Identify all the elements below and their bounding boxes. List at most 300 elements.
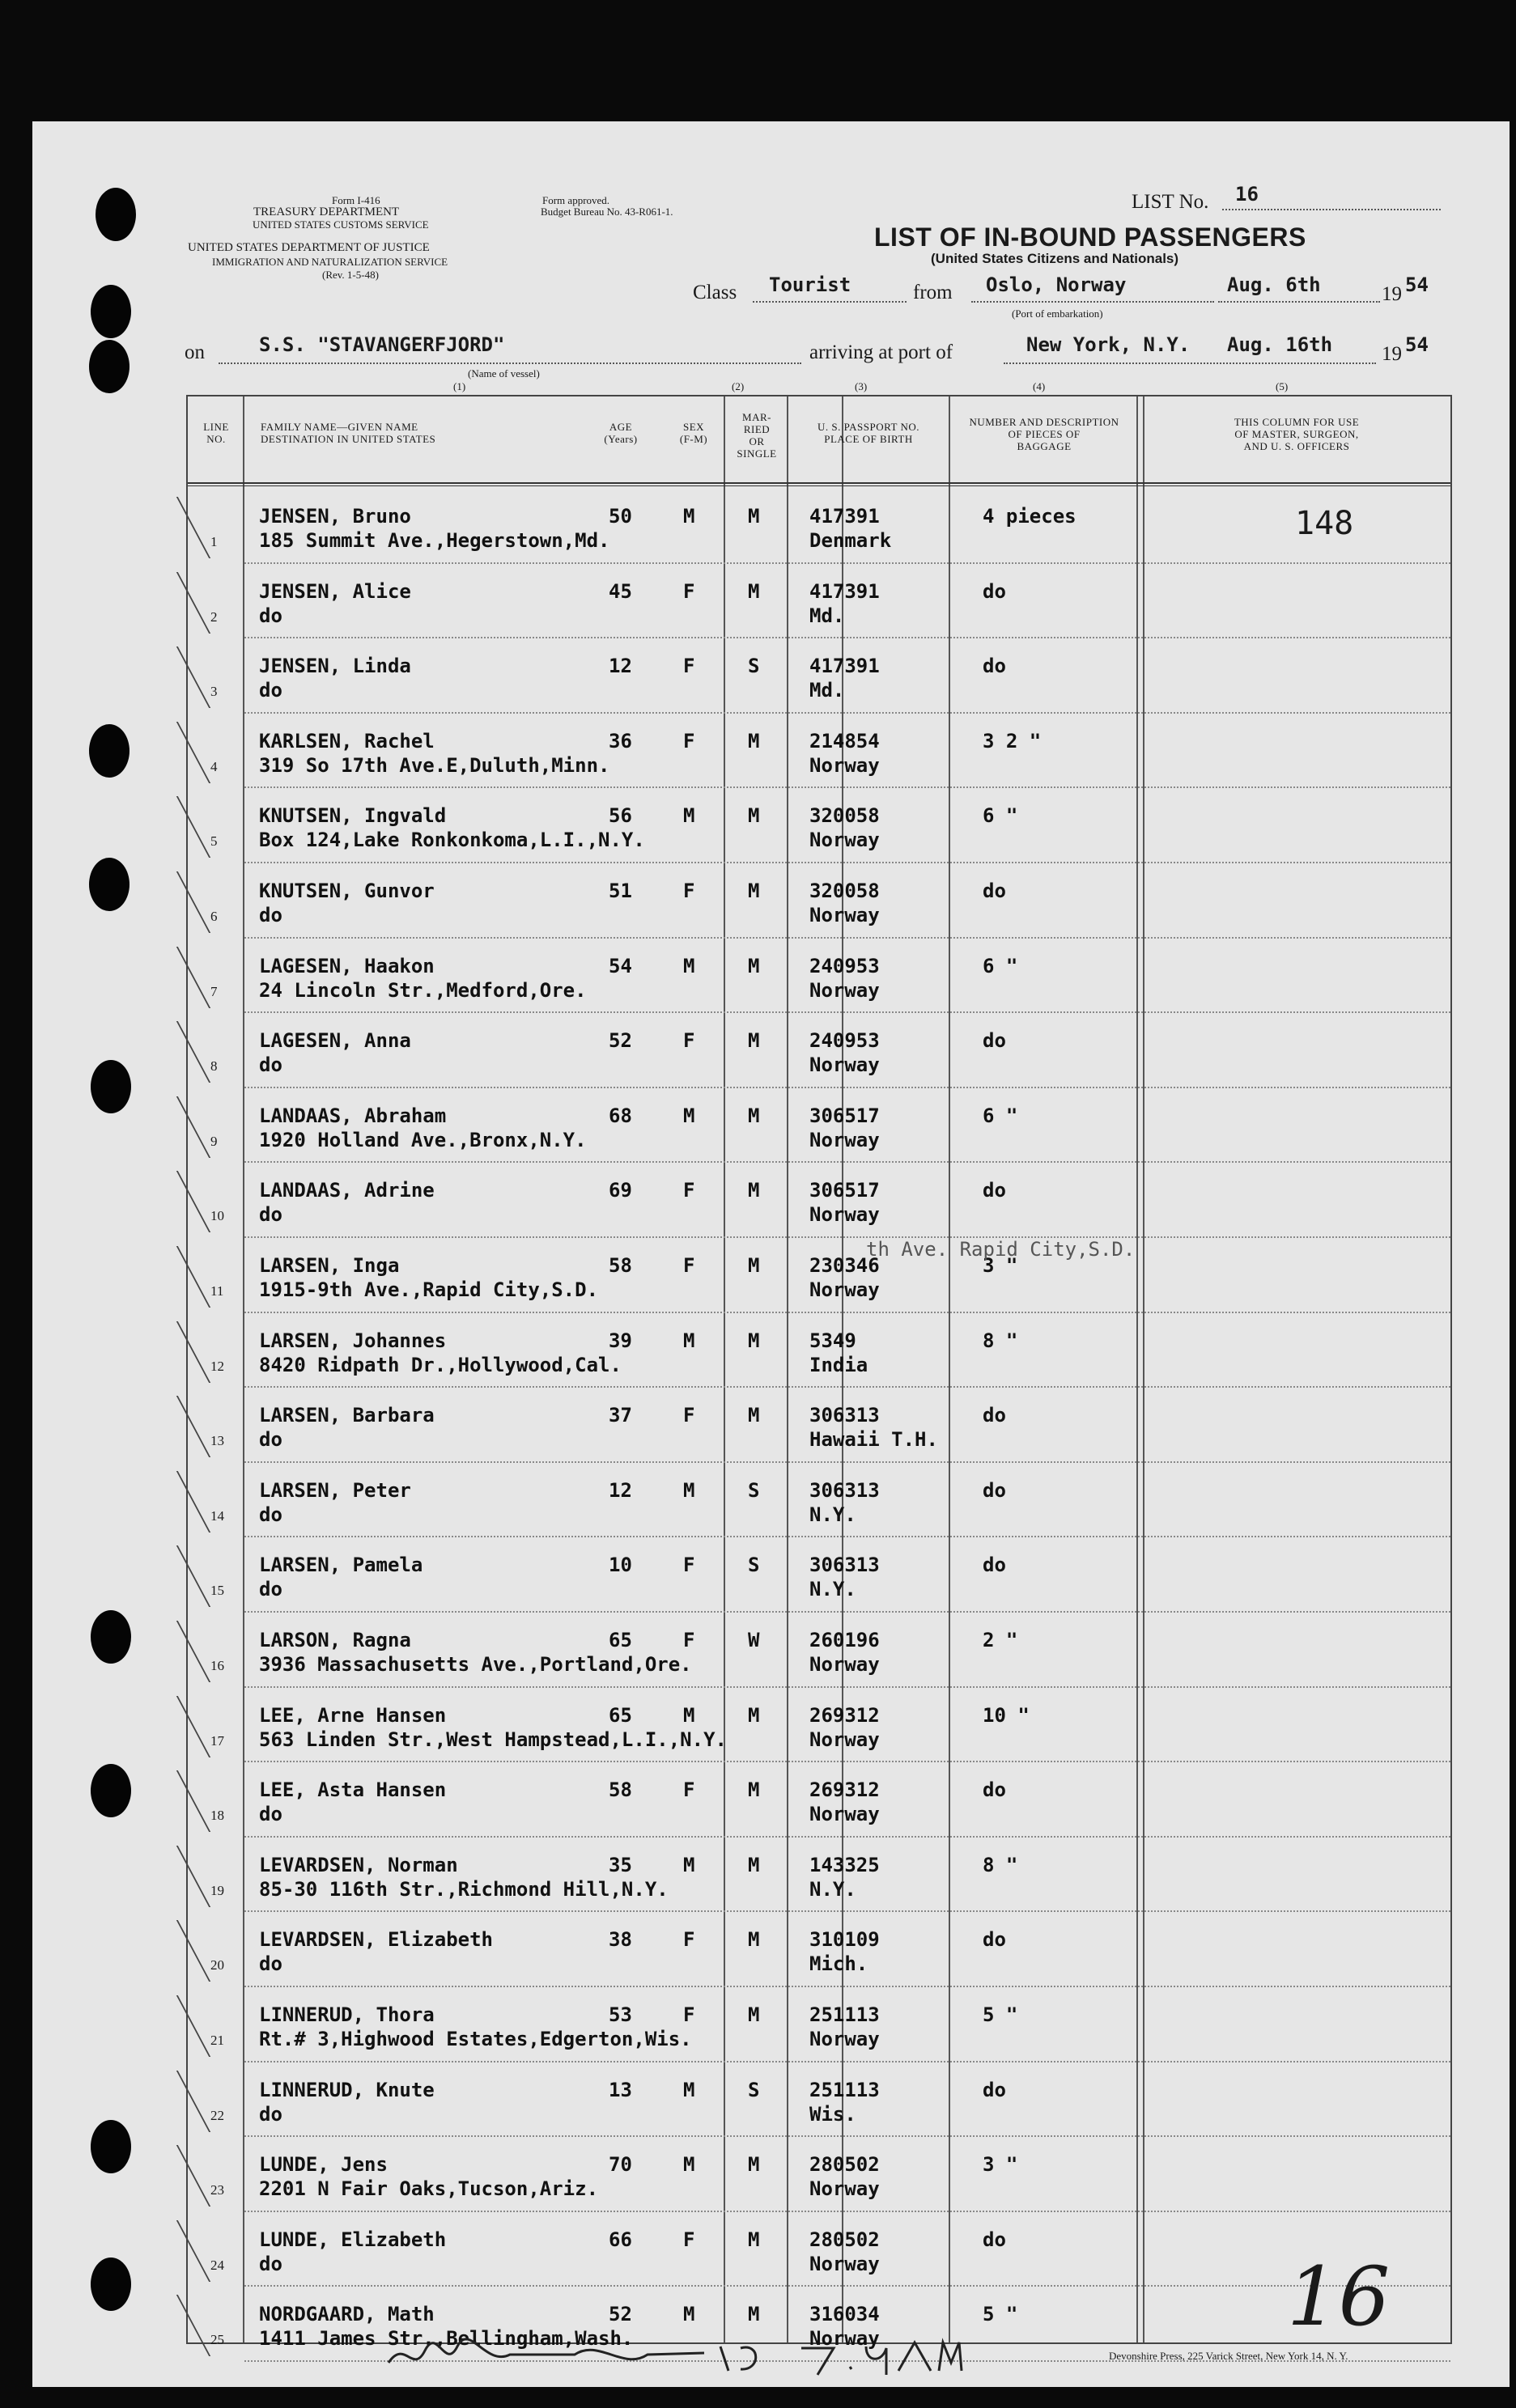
line-number: 6 — [210, 909, 218, 924]
passenger-sex: M — [683, 1703, 695, 1727]
passenger-age: 53 — [609, 2003, 632, 2026]
passenger-destination: 1920 Holland Ave.,Bronx,N.Y. — [259, 1128, 587, 1151]
baggage-count: do — [983, 579, 1006, 603]
passenger-age: 65 — [609, 1629, 632, 1651]
passenger-marital-status: M — [748, 1254, 760, 1277]
passenger-destination: do — [259, 1578, 282, 1601]
passenger-marital-status: M — [748, 1703, 760, 1727]
budget-bureau: Budget Bureau No. 43-R061-1. — [541, 206, 673, 218]
baggage-count: 3 " — [983, 1254, 1018, 1277]
line-number: 21 — [210, 2033, 224, 2048]
revision: (Rev. 1-5-48) — [322, 269, 379, 281]
passport-number: 306313 — [809, 1478, 880, 1502]
baggage-count: 10 " — [983, 1703, 1030, 1727]
passenger-marital-status: M — [748, 1029, 760, 1053]
passenger-sex: F — [683, 2003, 695, 2026]
passenger-name: LARSEN, Inga — [259, 1254, 400, 1277]
passenger-name: LAGESEN, Anna — [259, 1029, 411, 1053]
header-married: MAR- RIED OR SINGLE — [737, 411, 777, 460]
place-of-birth: Norway — [809, 1653, 880, 1676]
passenger-name: LUNDE, Jens — [259, 2153, 388, 2177]
passport-number: 240953 — [809, 1029, 880, 1053]
passenger-age: 37 — [609, 1404, 632, 1427]
place-of-birth: Denmark — [809, 529, 892, 552]
passenger-marital-status: M — [748, 1928, 760, 1952]
passenger-name: LARSEN, Barbara — [259, 1404, 435, 1427]
passenger-destination: do — [259, 1428, 282, 1452]
passport-number: 306517 — [809, 1179, 880, 1202]
passenger-name: LANDAAS, Abraham — [259, 1104, 447, 1127]
baggage-count: do — [983, 1928, 1006, 1952]
vessel-note: (Name of vessel) — [468, 367, 540, 379]
col-num-4: (4) — [1033, 380, 1046, 392]
passport-number: 269312 — [809, 1778, 880, 1802]
passenger-sex: F — [683, 1179, 695, 1202]
line-number: 16 — [210, 1658, 224, 1673]
table-row — [188, 1761, 1450, 1836]
passenger-age: 52 — [609, 1029, 632, 1053]
passenger-sex: M — [683, 2303, 695, 2326]
baggage-count: do — [983, 655, 1006, 678]
passport-number: 310109 — [809, 1928, 880, 1952]
passenger-name: LARSON, Ragna — [259, 1629, 411, 1651]
passenger-age: 58 — [609, 1778, 632, 1802]
punch-hole — [91, 1060, 131, 1113]
passport-number: 251113 — [809, 2078, 880, 2101]
line-number: 4 — [210, 758, 218, 774]
overprint-text: th Ave. Rapid City,S.D. — [866, 1238, 1136, 1261]
passenger-table — [186, 395, 1452, 2351]
passenger-age: 38 — [609, 1928, 632, 1952]
passenger-marital-status: M — [748, 2153, 760, 2177]
date-departure: Aug. 6th — [1227, 273, 1321, 296]
passenger-sex: M — [683, 2153, 695, 2177]
line-number: 25 — [210, 2332, 224, 2348]
passenger-sex: F — [683, 1029, 695, 1053]
passenger-age: 56 — [609, 804, 632, 828]
baggage-count: 5 " — [983, 2303, 1018, 2326]
header-age: AGE (Years) — [604, 421, 638, 445]
baggage-count: do — [983, 2228, 1006, 2251]
punch-hole — [89, 724, 130, 778]
passport-number: 320058 — [809, 880, 880, 902]
from-label: from — [913, 282, 953, 303]
place-of-birth: N.Y. — [809, 1578, 856, 1601]
from-value: Oslo, Norway — [986, 273, 1127, 296]
place-of-birth: Norway — [809, 2028, 880, 2050]
year-departure: 54 — [1405, 273, 1429, 296]
passenger-destination: do — [259, 1952, 282, 1976]
place-of-birth: Norway — [809, 1128, 880, 1151]
table-row — [188, 937, 1450, 1012]
passenger-name: LEVARDSEN, Norman — [259, 1853, 458, 1876]
table-row — [188, 2211, 1450, 2286]
date-arrival: Aug. 16th — [1227, 333, 1333, 356]
passenger-name: KNUTSEN, Ingvald — [259, 804, 447, 828]
place-of-birth: Norway — [809, 2327, 880, 2351]
place-of-birth: Norway — [809, 978, 880, 1002]
officer-number: 148 — [1295, 505, 1354, 542]
passenger-destination: 1915-9th Ave.,Rapid City,S.D. — [259, 1278, 599, 1301]
passenger-destination: 24 Lincoln Str.,Medford,Ore. — [259, 978, 587, 1002]
passenger-marital-status: M — [748, 729, 760, 752]
line-number: 2 — [210, 608, 218, 625]
passport-number: 280502 — [809, 2228, 880, 2251]
line-number: 13 — [210, 1433, 224, 1449]
passenger-marital-status: M — [748, 954, 760, 977]
table-row — [188, 1611, 1450, 1686]
check-mark — [176, 1096, 259, 1158]
place-of-birth: Md. — [809, 679, 845, 702]
punch-hole — [91, 2120, 131, 2173]
baggage-count: do — [983, 1029, 1006, 1053]
customs-service: UNITED STATES CUSTOMS SERVICE — [253, 218, 429, 231]
line-number: 20 — [210, 1957, 224, 1973]
passenger-sex: M — [683, 1329, 695, 1352]
header-rule — [188, 482, 1450, 484]
year-prefix-2: 19 — [1382, 343, 1402, 365]
class-line — [753, 301, 907, 303]
passenger-destination: do — [259, 1203, 282, 1227]
passenger-name: JENSEN, Linda — [259, 655, 411, 678]
passenger-destination: Box 124,Lake Ronkonkoma,L.I.,N.Y. — [259, 829, 645, 852]
passenger-destination: 1411 James Str.,Bellingham,Wash. — [259, 2327, 634, 2351]
check-mark — [176, 722, 259, 783]
passenger-name: KNUTSEN, Gunvor — [259, 880, 435, 902]
punch-hole — [91, 1764, 131, 1817]
passenger-name: LUNDE, Elizabeth — [259, 2228, 447, 2251]
place-of-birth: Norway — [809, 1728, 880, 1751]
place-of-birth: Norway — [809, 1803, 880, 1826]
check-mark — [176, 1021, 259, 1083]
passport-number: 269312 — [809, 1703, 880, 1727]
passenger-destination: 2201 N Fair Oaks,Tucson,Ariz. — [259, 2177, 599, 2201]
passenger-sex: F — [683, 880, 695, 902]
passenger-name: NORDGAARD, Math — [259, 2303, 435, 2326]
table-row — [188, 562, 1450, 638]
passport-number: 417391 — [809, 655, 880, 678]
table-row — [188, 1536, 1450, 1611]
passenger-marital-status: M — [748, 2303, 760, 2326]
check-mark — [176, 572, 259, 634]
passenger-name: LARSEN, Pamela — [259, 1554, 423, 1577]
baggage-count: do — [983, 880, 1006, 902]
form-approved: Form approved. — [542, 194, 610, 206]
list-no-label: LIST No. — [1132, 191, 1209, 213]
line-number: 15 — [210, 1583, 224, 1599]
on-label: on — [185, 341, 205, 363]
passport-number: 230346 — [809, 1254, 880, 1277]
passenger-age: 50 — [609, 505, 632, 528]
place-of-birth: N.Y. — [809, 1503, 856, 1526]
passenger-destination: 3936 Massachusetts Ave.,Portland,Ore. — [259, 1653, 692, 1676]
class-label: Class — [693, 282, 737, 303]
form-number: Form I-416 — [332, 194, 380, 206]
line-number: 17 — [210, 1732, 224, 1749]
passenger-name: LEE, Asta Hansen — [259, 1778, 447, 1802]
passenger-sex: F — [683, 2228, 695, 2251]
passenger-sex: F — [683, 579, 695, 603]
table-row — [188, 1087, 1450, 1162]
passenger-destination: do — [259, 679, 282, 702]
passenger-sex: F — [683, 1629, 695, 1651]
passenger-name: LANDAAS, Adrine — [259, 1179, 435, 1202]
passenger-marital-status: M — [748, 1179, 760, 1202]
passenger-destination: do — [259, 1503, 282, 1526]
line-number: 12 — [210, 1358, 224, 1374]
table-row — [188, 2135, 1450, 2211]
passport-number: 320058 — [809, 804, 880, 828]
passenger-marital-status: M — [748, 1404, 760, 1427]
passenger-age: 13 — [609, 2078, 632, 2101]
passenger-age: 10 — [609, 1554, 632, 1577]
list-no-value: 16 — [1235, 183, 1259, 206]
table-row — [188, 1910, 1450, 1986]
header-rule — [188, 485, 1450, 486]
punch-hole — [91, 2258, 131, 2311]
passenger-destination: Rt.# 3,Highwood Estates,Edgerton,Wis. — [259, 2028, 692, 2050]
table-row — [188, 1011, 1450, 1087]
vessel-name: S.S. "STAVANGERFJORD" — [259, 333, 505, 356]
passenger-sex: M — [683, 505, 695, 528]
place-of-birth: Wis. — [809, 2102, 856, 2126]
punch-hole — [96, 188, 136, 241]
passport-number: 306517 — [809, 1104, 880, 1127]
passenger-sex: F — [683, 729, 695, 752]
table-row — [188, 1461, 1450, 1537]
passenger-age: 66 — [609, 2228, 632, 2251]
passenger-age: 58 — [609, 1254, 632, 1277]
place-of-birth: Norway — [809, 829, 880, 852]
line-number: 7 — [210, 983, 218, 999]
passenger-marital-status: W — [748, 1629, 760, 1651]
passport-number: 417391 — [809, 505, 880, 528]
passenger-name: LINNERUD, Thora — [259, 2003, 435, 2026]
passenger-name: LAGESEN, Haakon — [259, 954, 435, 977]
table-row — [188, 1312, 1450, 1387]
passenger-destination: do — [259, 604, 282, 627]
passenger-sex: M — [683, 1478, 695, 1502]
table-row — [188, 786, 1450, 862]
passport-number: 306313 — [809, 1554, 880, 1577]
line-number: 11 — [210, 1283, 224, 1299]
table-row — [188, 712, 1450, 787]
passport-number: 240953 — [809, 954, 880, 977]
passenger-name: KARLSEN, Rachel — [259, 729, 435, 752]
baggage-count: 6 " — [983, 954, 1018, 977]
passport-number: 280502 — [809, 2153, 880, 2177]
passenger-sex: F — [683, 1778, 695, 1802]
list-no-line — [1222, 209, 1441, 210]
place-of-birth: Md. — [809, 604, 845, 627]
passenger-sex: F — [683, 655, 695, 678]
baggage-count: 6 " — [983, 1104, 1018, 1127]
place-of-birth: Norway — [809, 1203, 880, 1227]
passenger-name: LARSEN, Peter — [259, 1478, 411, 1502]
passenger-destination: 185 Summit Ave.,Hegerstown,Md. — [259, 529, 610, 552]
passenger-marital-status: S — [748, 1478, 760, 1502]
baggage-count: 3 2 " — [983, 729, 1042, 752]
line-number: 10 — [210, 1208, 224, 1224]
baggage-count: 6 " — [983, 804, 1018, 828]
passenger-sex: M — [683, 2078, 695, 2101]
place-of-birth: Norway — [809, 2177, 880, 2201]
line-number: 9 — [210, 1133, 218, 1149]
passenger-marital-status: M — [748, 1853, 760, 1876]
col-num-2: (2) — [732, 380, 745, 392]
place-of-birth: Mich. — [809, 1952, 868, 1976]
place-of-birth: Norway — [809, 1054, 880, 1077]
passenger-destination: do — [259, 2102, 282, 2126]
passenger-marital-status: M — [748, 505, 760, 528]
check-mark — [176, 796, 259, 858]
passenger-age: 68 — [609, 1104, 632, 1127]
passport-number: 143325 — [809, 1853, 880, 1876]
baggage-count: 5 " — [983, 2003, 1018, 2026]
baggage-count: 8 " — [983, 1853, 1018, 1876]
place-of-birth: N.Y. — [809, 1877, 856, 1901]
passenger-marital-status: M — [748, 2003, 760, 2026]
year-arrival: 54 — [1405, 333, 1429, 356]
passenger-marital-status: S — [748, 1554, 760, 1577]
passenger-marital-status: M — [748, 2228, 760, 2251]
passenger-name: JENSEN, Bruno — [259, 505, 411, 528]
embark-note: (Port of embarkation) — [1012, 307, 1103, 320]
table-row — [188, 1161, 1450, 1236]
baggage-count: do — [983, 1404, 1006, 1427]
header-sex: SEX (F-M) — [679, 421, 708, 445]
header-line-no: LINE NO. — [203, 421, 229, 445]
header-name: FAMILY NAME—GIVEN NAME DESTINATION IN UNITED STATES — [261, 421, 436, 445]
immigration-service: IMMIGRATION AND NATURALIZATION SERVICE — [212, 256, 448, 268]
passenger-sex: F — [683, 1554, 695, 1577]
passenger-age: 69 — [609, 1179, 632, 1202]
passenger-age: 54 — [609, 954, 632, 977]
passenger-age: 65 — [609, 1703, 632, 1727]
line-number: 24 — [210, 2257, 224, 2273]
line-number: 5 — [210, 833, 218, 850]
line-number: 19 — [210, 1882, 224, 1898]
table-row — [188, 2061, 1450, 2136]
passenger-sex: M — [683, 954, 695, 977]
class-value: Tourist — [769, 273, 851, 296]
check-mark — [176, 947, 259, 1008]
passenger-age: 36 — [609, 729, 632, 752]
passenger-sex: M — [683, 1104, 695, 1127]
punch-hole — [91, 1610, 131, 1664]
passport-number: 214854 — [809, 729, 880, 752]
check-mark — [176, 871, 259, 933]
justice-dept: UNITED STATES DEPARTMENT OF JUSTICE — [188, 241, 430, 254]
passenger-age: 51 — [609, 880, 632, 902]
arriving-label: arriving at port of — [809, 341, 953, 363]
punch-hole — [89, 340, 130, 393]
place-of-birth: Hawaii T.H. — [809, 1428, 938, 1452]
from-line — [971, 301, 1214, 303]
baggage-count: do — [983, 1778, 1006, 1802]
passport-number: 5349 — [809, 1329, 856, 1352]
table-row — [188, 1686, 1450, 1761]
handwritten-page-number: 16 — [1287, 2249, 1391, 2344]
passenger-sex: M — [683, 1853, 695, 1876]
passenger-marital-status: S — [748, 655, 760, 678]
header-baggage: NUMBER AND DESCRIPTION OF PIECES OF BAGGAGE — [969, 416, 1119, 452]
place-of-birth: Norway — [809, 753, 880, 777]
year-prefix-1: 19 — [1382, 283, 1402, 305]
passenger-destination: do — [259, 2252, 282, 2275]
passenger-age: 45 — [609, 579, 632, 603]
passenger-destination: 319 So 17th Ave.E,Duluth,Minn. — [259, 753, 610, 777]
passenger-sex: M — [683, 804, 695, 828]
passenger-name: LARSEN, Johannes — [259, 1329, 447, 1352]
punch-hole — [89, 858, 130, 911]
page-subtitle: (United States Citizens and Nationals) — [931, 251, 1179, 266]
line-number: 8 — [210, 1058, 218, 1075]
baggage-count: 2 " — [983, 1629, 1018, 1651]
page-title: LIST OF IN-BOUND PASSENGERS — [874, 223, 1306, 252]
passenger-name: LEE, Arne Hansen — [259, 1703, 447, 1727]
passenger-age: 39 — [609, 1329, 632, 1352]
place-of-birth: India — [809, 1353, 868, 1376]
passenger-destination: do — [259, 904, 282, 926]
col-num-3: (3) — [855, 380, 868, 392]
baggage-count: do — [983, 1554, 1006, 1577]
passenger-age: 35 — [609, 1853, 632, 1876]
passport-number: 316034 — [809, 2303, 880, 2326]
baggage-count: do — [983, 2078, 1006, 2101]
table-row — [188, 1986, 1450, 2061]
passenger-sex: F — [683, 1254, 695, 1277]
baggage-count: 8 " — [983, 1329, 1018, 1352]
arrival-port: New York, N.Y. — [1026, 333, 1191, 356]
passenger-marital-status: M — [748, 1329, 760, 1352]
baggage-count: 4 pieces — [983, 505, 1076, 528]
baggage-count: do — [983, 1478, 1006, 1502]
table-row — [188, 862, 1450, 937]
passenger-sex: F — [683, 1928, 695, 1952]
check-mark — [176, 647, 259, 708]
passenger-marital-status: S — [748, 2078, 760, 2101]
punch-hole — [91, 285, 131, 338]
table-row — [188, 637, 1450, 712]
place-of-birth: Norway — [809, 1278, 880, 1301]
col-num-5: (5) — [1276, 380, 1289, 392]
table-row — [188, 487, 1450, 562]
line-number: 22 — [210, 2107, 224, 2123]
header-passport: U. S. PASSPORT NO. PLACE OF BIRTH — [817, 421, 919, 445]
passport-number: 306313 — [809, 1404, 880, 1427]
passenger-destination: 85-30 116th Str.,Richmond Hill,N.Y. — [259, 1877, 669, 1901]
line-number: 14 — [210, 1507, 224, 1524]
col-num-1: (1) — [453, 380, 466, 392]
passenger-destination: do — [259, 1054, 282, 1077]
line-number: 23 — [210, 2182, 224, 2198]
port-line — [1004, 362, 1376, 364]
passenger-age: 70 — [609, 2153, 632, 2177]
passenger-sex: F — [683, 1404, 695, 1427]
passenger-marital-status: M — [748, 880, 760, 902]
passport-number: 251113 — [809, 2003, 880, 2026]
passenger-name: LINNERUD, Knute — [259, 2078, 435, 2101]
check-mark — [176, 497, 259, 558]
line-number: 1 — [210, 534, 218, 549]
passenger-age: 12 — [609, 1478, 632, 1502]
vessel-line — [219, 362, 801, 364]
place-of-birth: Norway — [809, 2252, 880, 2275]
passenger-age: 12 — [609, 655, 632, 678]
printer-imprint: Devonshire Press, 225 Varick Street, New York 14, N. Y. — [1109, 2350, 1348, 2362]
passenger-destination: do — [259, 1803, 282, 1826]
